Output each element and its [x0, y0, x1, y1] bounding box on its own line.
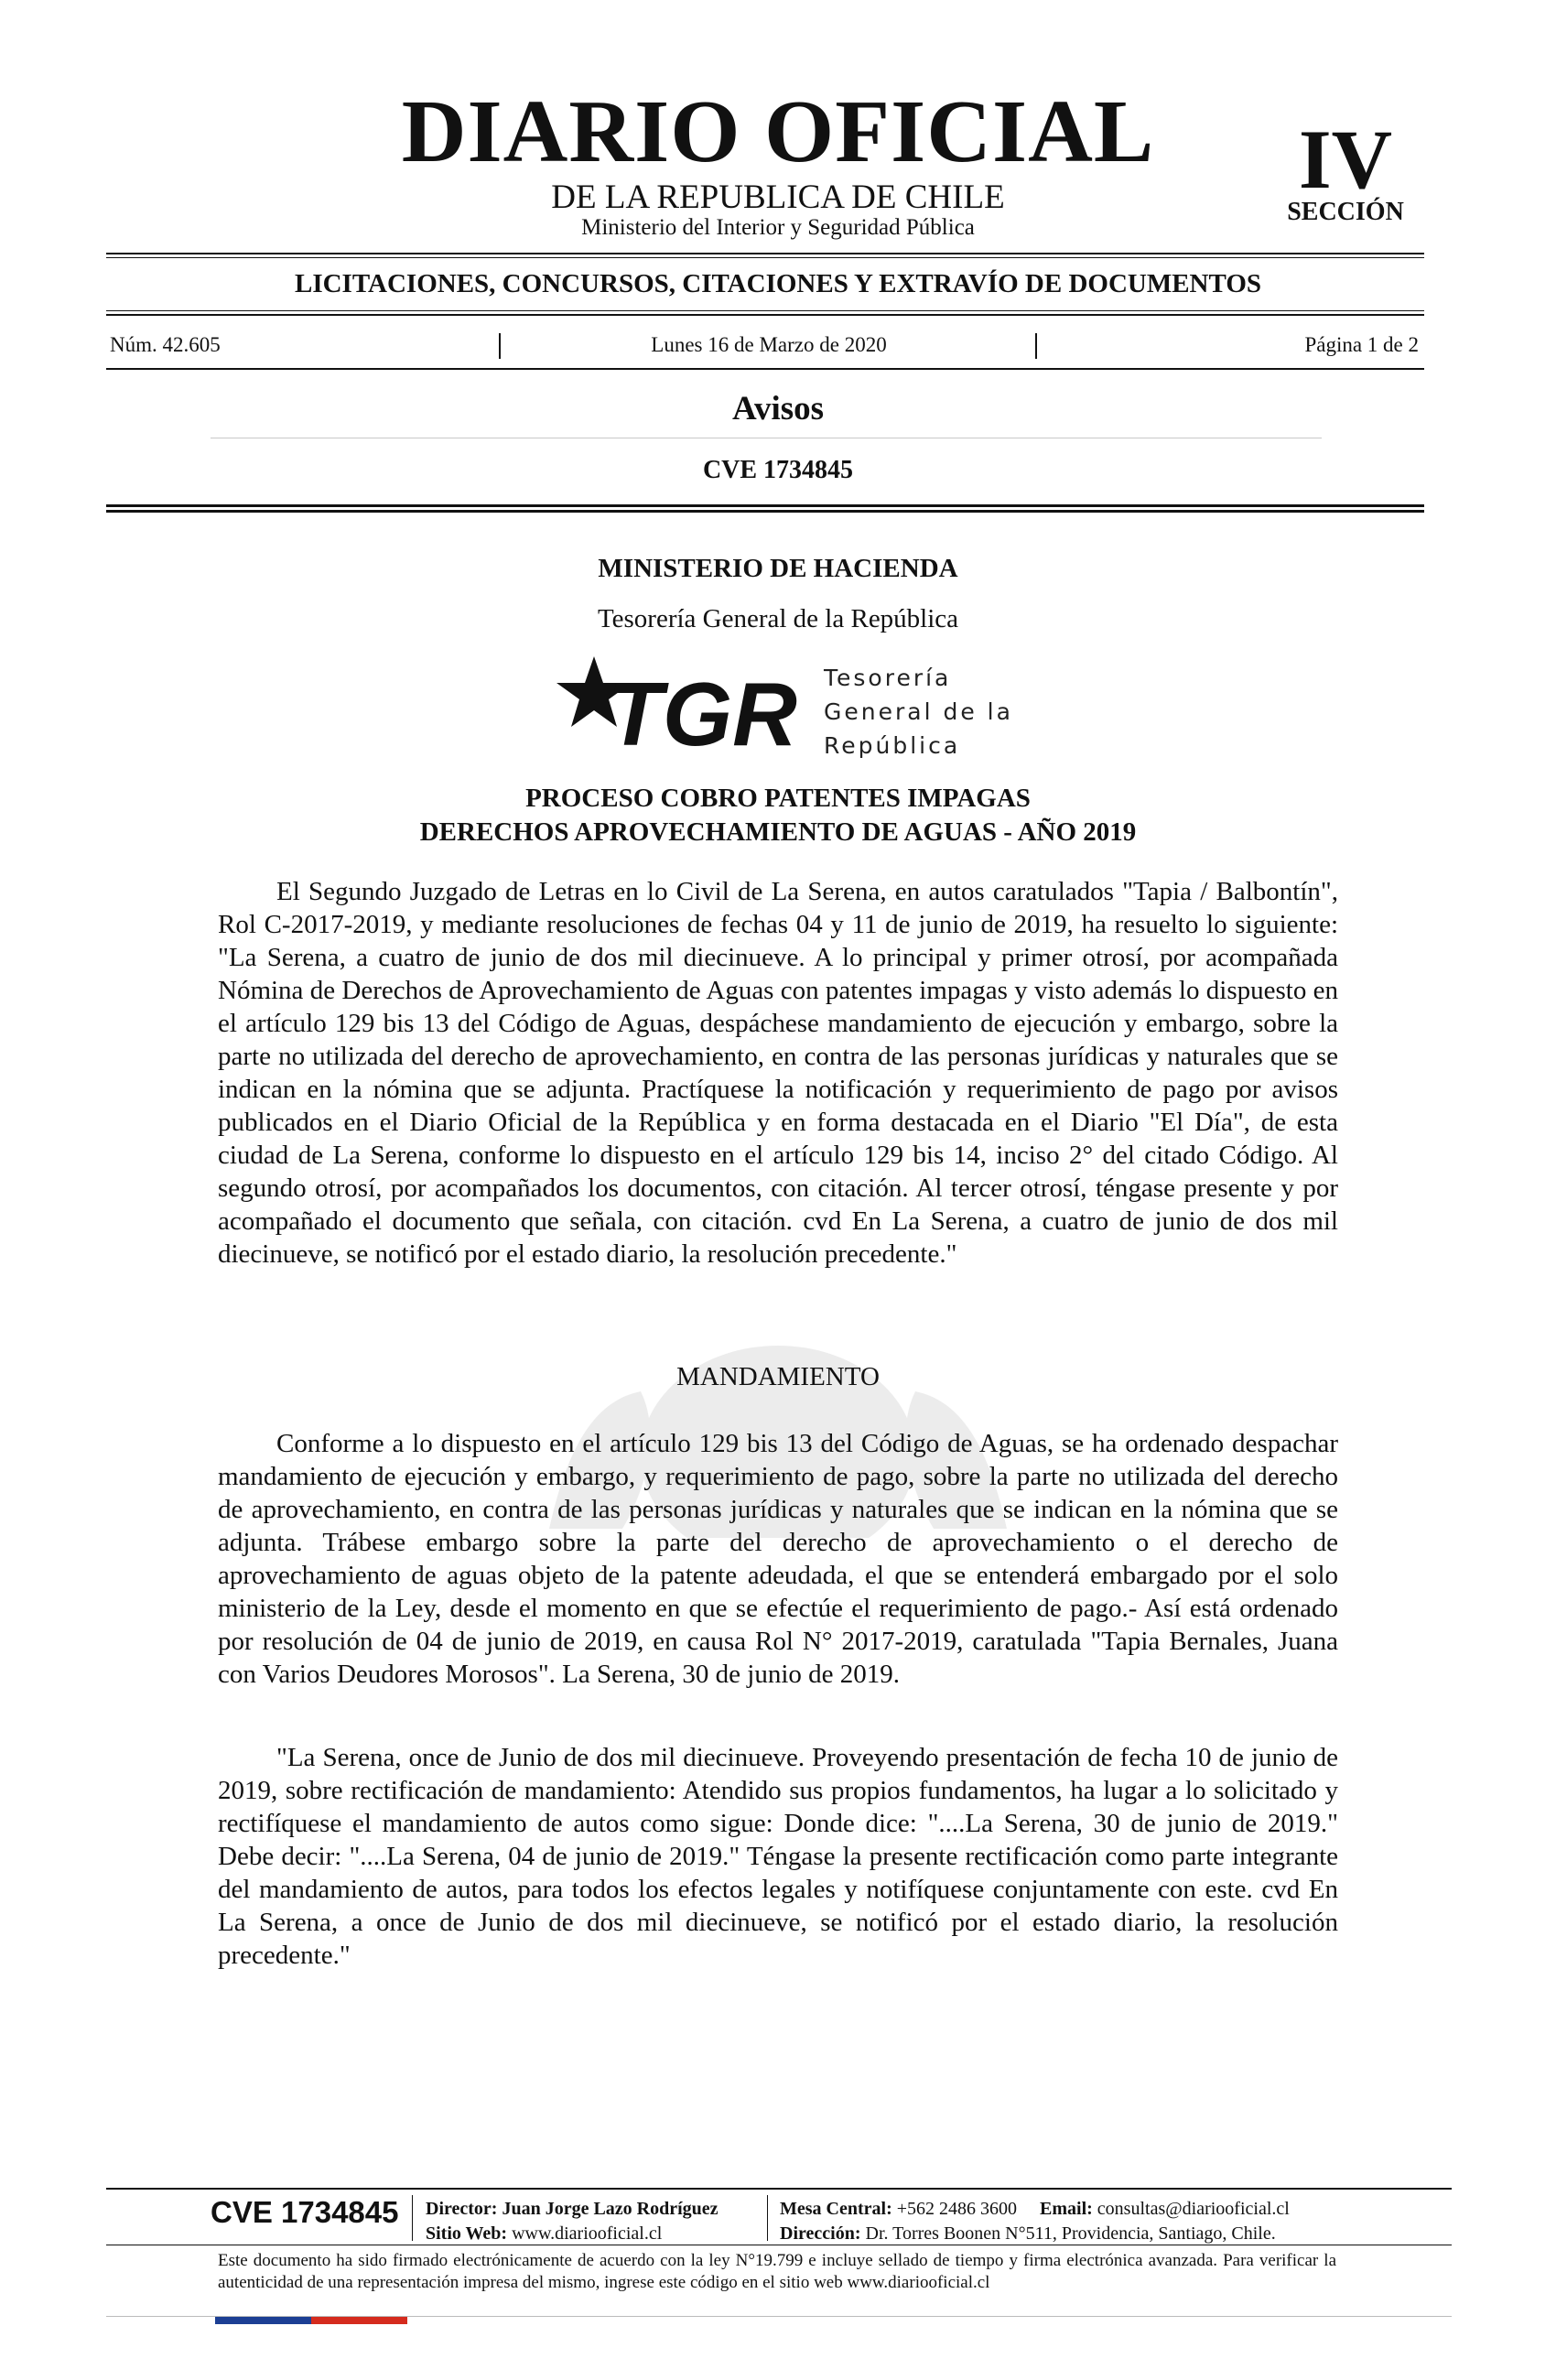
masthead-rule-bottom [106, 257, 1424, 258]
flag-stripe-red [311, 2317, 407, 2324]
issue-separator [499, 333, 501, 359]
tgr-logo [553, 652, 818, 752]
director-label: Director: [426, 2199, 498, 2219]
section-label: SECCIÓN [1287, 198, 1404, 226]
phone-value: +562 2486 3600 [896, 2199, 1018, 2219]
footer-divider [412, 2195, 413, 2241]
masthead-subtitle: DE LA REPUBLICA DE CHILE [551, 178, 1005, 216]
masthead-rule-top [106, 253, 1424, 254]
mandamiento-heading: MANDAMIENTO [676, 1362, 880, 1391]
phone-label: Mesa Central: [780, 2199, 892, 2219]
tgr-logo-mark: TGR [608, 664, 797, 752]
notice-paragraph: "La Serena, once de Junio de dos mil diecinueve. Proveyendo presentación de fecha 10 de junio de 2019, sobre rectificación de mandamiento: Atendido sus propios fundamentos, ha lugar a lo solicitado y rectifíquese el mandamiento de autos como sigue: Donde dice: "....La Serena, 30 de junio de 2019." Debe decir: "....La Serena, 04 de junio de 2019." Téngase la presente rectificación como parte integrante del mandamiento de autos, para todos los efectos legales y notifíquese conjuntamente con este. cvd En La Serena, a once de Junio de dos mil diecinueve, se notificó por el estado diario, la resolución precedente." [218, 1743, 1338, 1970]
footer-divider [767, 2195, 768, 2241]
footer-legal-note: Este documento ha sido firmado electrónicamente de acuerdo con la ley N°19.799 e incluye sellado de tiempo y firma electrónica avanzada. Para verificar la autenticidad de una representación impresa del mismo, ingrese este código en el sitio web www.diariooficial.cl [218, 2251, 1336, 2292]
site-link[interactable]: www.diariooficial.cl [512, 2223, 663, 2244]
notice-title-line1: PROCESO COBRO PATENTES IMPAGAS [525, 784, 1031, 813]
email-link[interactable]: consultas@diariooficial.cl [1097, 2199, 1290, 2219]
section-number: IV [1298, 113, 1393, 206]
issue-rule [106, 368, 1424, 370]
address-value: Dr. Torres Boonen N°511, Providencia, Santiago, Chile. [865, 2223, 1276, 2244]
notice-paragraph: El Segundo Juzgado de Letras en lo Civil de La Serena, en autos caratulados "Tapia / Balbontín", Rol C-2017-2019, y mediante resoluciones de fechas 04 y 11 de junio de 2019, ha resuelto lo siguiente: "La Serena, a cuatro de junio de dos mil diecinueve. A lo principal y primer otrosí, por acompañada Nómina de Derechos de Aprovechamiento de Aguas con patentes impagas y visto además lo dispuesto en el artículo 129 bis 13 del Código de Aguas, despáchese mandamiento de ejecución y embargo, sobre la parte no utilizada del derecho de aprovechamiento, en contra de las personas jurídicas y naturales que se indican en la nómina que se adjunta. Practíquese la notificación y requerimiento de pago por avisos publicados en el Diario Oficial de la República y en forma destacada en el Diario "El Día", de esta ciudad de La Serena, conforme lo dispuesto en el artículo 129 bis 14, inciso 2° del citado Código. Al segundo otrosí, por acompañados los documentos, con citación. Al tercer otrosí, téngase presente y por acompañado el documento que señala, con citación. cvd En La Serena, a cuatro de junio de dos mil diecinueve, se notificó por el estado diario, la resolución precedente." [218, 877, 1338, 1269]
tgr-logo-line: General de la [824, 698, 1013, 725]
notice-title-line2: DERECHOS APROVECHAMIENTO DE AGUAS - AÑO 2019 [419, 817, 1137, 847]
footer-cve: CVE 1734845 [211, 2195, 399, 2229]
issue-page: Página 1 de 2 [1304, 333, 1419, 356]
cve-code: CVE 1734845 [702, 456, 854, 484]
director-name: Juan Jorge Lazo Rodríguez [502, 2199, 719, 2219]
notice-ministry: MINISTERIO DE HACIENDA [598, 554, 958, 583]
flag-stripe-blue [215, 2317, 311, 2324]
masthead-title: DIARIO OFICIAL [401, 82, 1155, 181]
cve-rule-top [106, 504, 1424, 507]
footer-contact-block [780, 2197, 1290, 2246]
footer-rule-top [106, 2188, 1452, 2190]
category-rule-top [106, 310, 1424, 311]
email-label: Email: [1040, 2199, 1093, 2219]
cve-rule-bottom [106, 510, 1424, 513]
tgr-logo-text [824, 661, 1013, 763]
tgr-logo-line: Tesorería [824, 665, 952, 691]
notice-agency: Tesorería General de la República [597, 604, 959, 633]
category-heading: LICITACIONES, CONCURSOS, CITACIONES Y EXTRAVÍO DE DOCUMENTOS [294, 269, 1262, 298]
issue-separator [1035, 333, 1037, 359]
issue-number: Núm. 42.605 [110, 333, 221, 356]
category-rule-bottom [106, 314, 1424, 316]
address-label: Dirección: [780, 2223, 861, 2244]
notice-paragraph: Conforme a lo dispuesto en el artículo 129 bis 13 del Código de Aguas, se ha ordenado despachar mandamiento de ejecución y embargo, y requerimiento de pago, sobre la parte no utilizada del derecho de aprovechamiento, en contra de las personas jurídicas y naturales que se indican en la nómina que se adjunta. Trábese embargo sobre la parte del derecho de aprovechamiento o el derecho de aprovechamiento de aguas objeto de la patente adeudada, el que se entenderá embargado por el solo ministerio de la Ley, desde el momento en que se efectúe el requerimiento de pago.- Así está ordenado por resolución de 04 de junio de 2019, en causa Rol N° 2017-2019, caratulada "Tapia Bernales, Juana con Varios Deudores Morosos". La Serena, 30 de junio de 2019. [218, 1429, 1338, 1689]
section-title: Avisos [731, 390, 825, 427]
tgr-logo-line: República [824, 732, 961, 759]
masthead-ministry: Ministerio del Interior y Seguridad Pública [581, 215, 975, 240]
site-label: Sitio Web: [426, 2223, 508, 2244]
footer-director-block [426, 2197, 719, 2246]
issue-date: Lunes 16 de Marzo de 2020 [651, 333, 887, 356]
